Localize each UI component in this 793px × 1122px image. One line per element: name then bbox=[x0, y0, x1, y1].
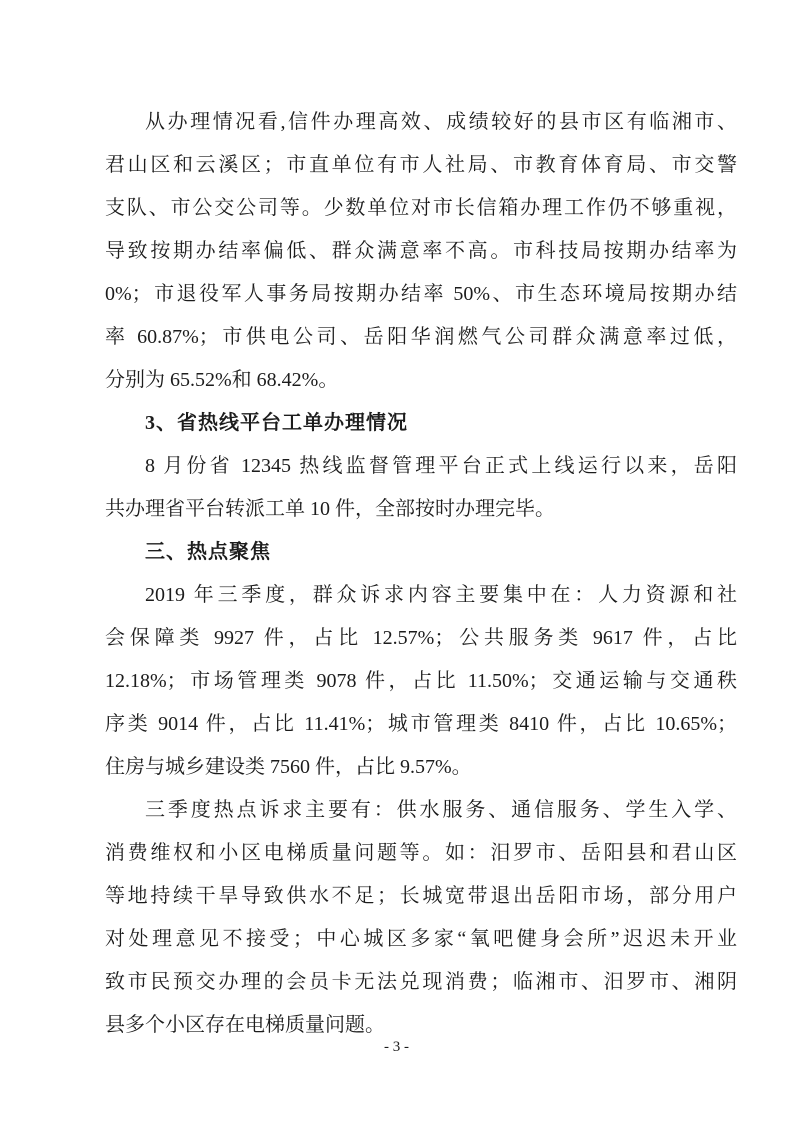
text-line: 8 月份省 12345 热线监督管理平台正式上线运行以来，岳阳 bbox=[145, 455, 737, 477]
text-line: 住房与城乡建设类 7560 件，占比 9.57%。 bbox=[105, 756, 472, 778]
text-line: 县多个小区存在电梯质量问题。 bbox=[105, 1014, 385, 1036]
text-line: 君山区和云溪区；市直单位有市人社局、市教育体育局、市交警 bbox=[105, 154, 737, 176]
text-line: 分别为 65.52%和 68.42%。 bbox=[105, 369, 339, 391]
text-line: 12.18%；市场管理类 9078 件，占比 11.50%；交通运输与交通秩 bbox=[105, 670, 737, 692]
text-line: 共办理省平台转派工单 10 件，全部按时办理完毕。 bbox=[105, 498, 555, 520]
text-line: 支队、市公交公司等。少数单位对市长信箱办理工作仍不够重视， bbox=[105, 197, 737, 219]
text-line: 率 60.87%；市供电公司、岳阳华润燃气公司群众满意率过低， bbox=[105, 326, 737, 348]
text-line: 2019 年三季度，群众诉求内容主要集中在：人力资源和社 bbox=[145, 584, 737, 606]
text-line: 对处理意见不接受；中心城区多家“氧吧健身会所”迟迟未开业 bbox=[105, 928, 737, 950]
heading-line: 3、省热线平台工单办理情况 bbox=[145, 412, 408, 434]
heading-line: 三、热点聚焦 bbox=[145, 541, 271, 563]
text-line: 三季度热点诉求主要有：供水服务、通信服务、学生入学、 bbox=[145, 799, 737, 821]
text-line: 致市民预交办理的会员卡无法兑现消费；临湘市、汨罗市、湘阴 bbox=[105, 971, 737, 993]
text-line: 序类 9014 件，占比 11.41%；城市管理类 8410 件，占比 10.65%； bbox=[105, 713, 737, 735]
text-line: 从办理情况看,信件办理高效、成绩较好的县市区有临湘市、 bbox=[145, 111, 737, 133]
text-line: 等地持续干旱导致供水不足；长城宽带退出岳阳市场，部分用户 bbox=[105, 885, 737, 907]
text-line: 会保障类 9927 件，占比 12.57%；公共服务类 9617 件，占比 bbox=[105, 627, 737, 649]
page-number: - 3 - bbox=[384, 1039, 409, 1055]
text-line: 消费维权和小区电梯质量问题等。如：汨罗市、岳阳县和君山区 bbox=[105, 842, 737, 864]
document-body bbox=[105, 101, 737, 1047]
text-line: 导致按期办结率偏低、群众满意率不高。市科技局按期办结率为 bbox=[105, 240, 737, 262]
text-line: 0%；市退役军人事务局按期办结率 50%、市生态环境局按期办结 bbox=[105, 283, 737, 305]
